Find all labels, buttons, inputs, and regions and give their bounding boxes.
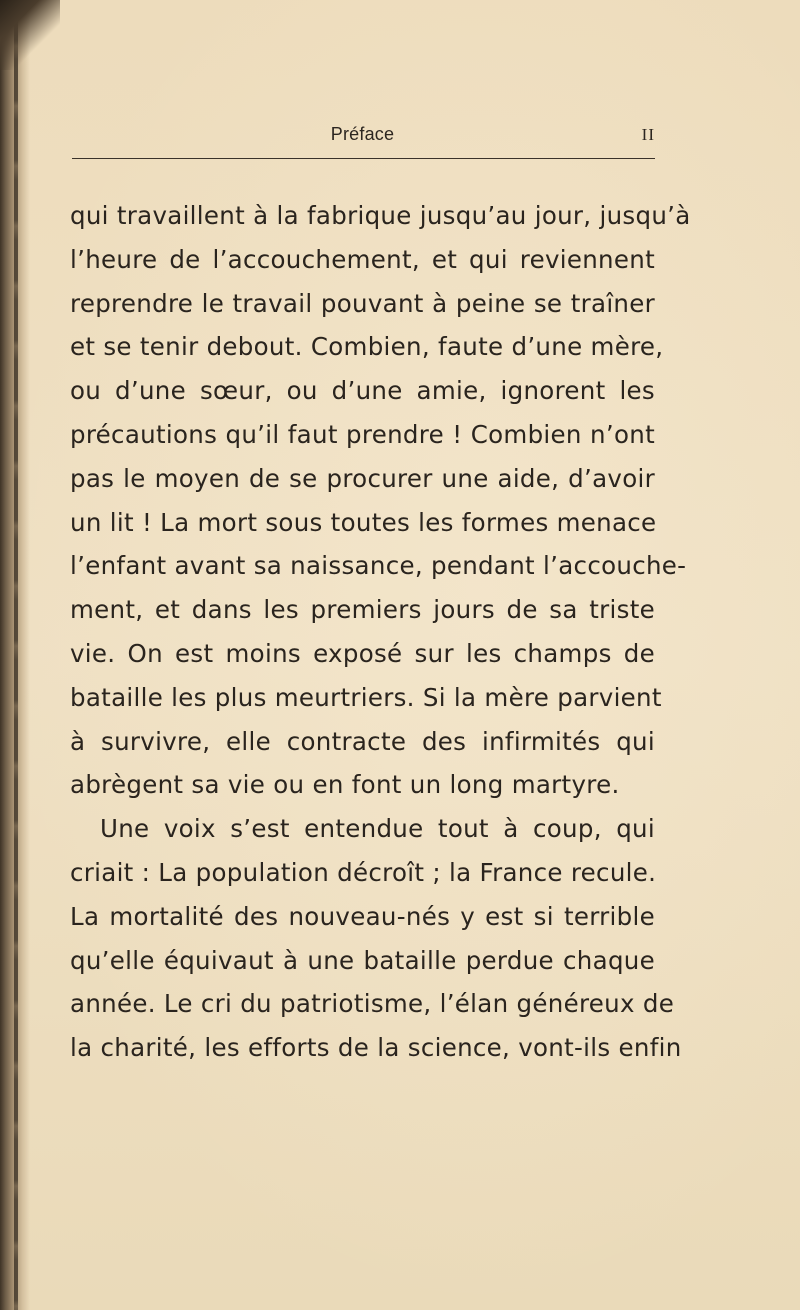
page-corner-tear bbox=[0, 0, 60, 70]
text-line: l’enfant avant sa naissance, pendant l’accouche- bbox=[70, 551, 687, 581]
binding-shadow bbox=[14, 0, 18, 1310]
text-line: abrègent sa vie ou en font un long martyre. bbox=[70, 770, 620, 800]
text-line: qu’elle équivaut à une bataille perdue chaque bbox=[70, 945, 655, 975]
header-rule bbox=[72, 158, 655, 159]
page-header bbox=[70, 124, 655, 154]
text-line: l’heure de l’accouchement, et qui reviennent bbox=[70, 244, 655, 274]
page-number: II bbox=[641, 125, 655, 144]
text-line: à survivre, elle contracte des infirmités qui bbox=[70, 726, 655, 756]
text-line: et se tenir debout. Combien, faute d’une mère, bbox=[70, 332, 664, 362]
text-line: criait : La population décroît ; la France recule. bbox=[70, 857, 657, 887]
text-line: Une voix s’est entendue tout à coup, qui bbox=[100, 814, 655, 844]
text-line: année. Le cri du patriotisme, l’élan généreux de bbox=[70, 989, 675, 1019]
text-line: reprendre le travail pouvant à peine se traîner bbox=[70, 288, 655, 318]
text-line: vie. On est moins exposé sur les champs de bbox=[70, 638, 655, 668]
text-line: la charité, les efforts de la science, vont-ils enfin bbox=[70, 1033, 682, 1063]
text-line: La mortalité des nouveau-nés y est si terrible bbox=[70, 901, 655, 931]
text-line: bataille les plus meurtriers. Si la mère parvient bbox=[70, 682, 662, 712]
body-text bbox=[70, 194, 691, 1070]
text-line: ou d’une sœur, ou d’une amie, ignorent les bbox=[70, 376, 655, 406]
text-line: précautions qu’il faut prendre ! Combien n’ont bbox=[70, 419, 655, 449]
running-head: Préface bbox=[330, 124, 395, 144]
text-line: un lit ! La mort sous toutes les formes menace bbox=[70, 507, 657, 537]
text-line: pas le moyen de se procurer une aide, d’avoir bbox=[70, 463, 655, 493]
text-line: qui travaillent à la fabrique jusqu’au jour, jusqu’à bbox=[70, 201, 691, 230]
text-line: ment, et dans les premiers jours de sa triste bbox=[70, 595, 655, 625]
